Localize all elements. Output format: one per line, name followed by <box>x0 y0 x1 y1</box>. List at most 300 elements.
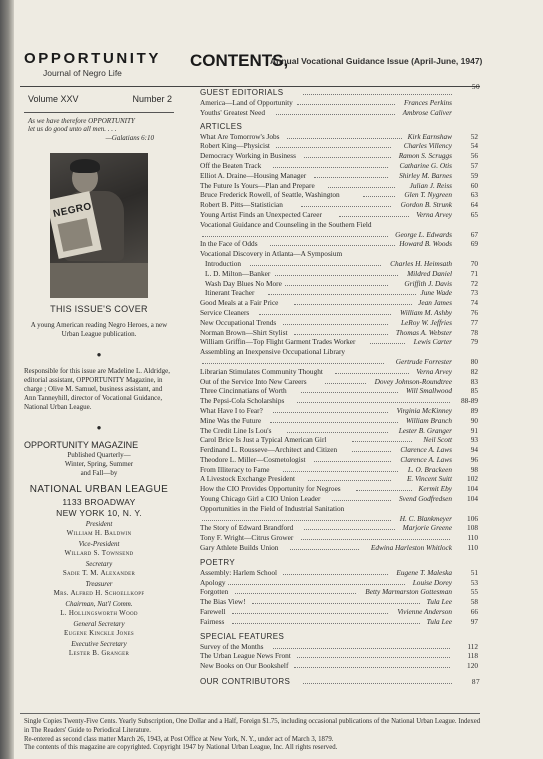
toc-entry[interactable] <box>200 367 480 377</box>
leader-dots <box>235 593 356 594</box>
toc-entry-title: Out of the Service Into New Careers <box>200 376 307 386</box>
leader-dots <box>273 648 450 649</box>
toc-entry[interactable] <box>200 337 480 347</box>
toc-entry-title: Assembly: Harlem School <box>200 567 278 577</box>
toc-entry-title: Service Cleaners <box>200 307 250 317</box>
toc-entry-page: 73 <box>470 288 478 298</box>
toc-entry-page: 66 <box>470 607 478 617</box>
toc-entry-title: Introduction <box>205 258 242 268</box>
leader-dots <box>275 275 399 276</box>
toc-entry-author: Lewis Carter <box>413 337 452 347</box>
cover-photo <box>50 153 148 298</box>
toc-entry-title: America—Land of Opportunity <box>200 98 293 107</box>
toc-entry-page: 79 <box>470 337 478 347</box>
officer-role: Executive Secretary <box>71 639 127 648</box>
toc-entry-title: Ferdinand L. Rousseve—Architect and Citizen <box>200 445 338 455</box>
toc-entry-page: 59 <box>470 170 478 180</box>
toc-entry-author: Thomas A. Webster <box>395 327 452 337</box>
toc-entry-page: 54 <box>470 141 478 151</box>
toc-entry[interactable] <box>200 190 480 200</box>
toc-entry-title: How the CIO Provides Opportunity for Negroes <box>200 484 341 494</box>
officer-role: President <box>85 520 113 529</box>
leader-dots <box>202 236 388 237</box>
toc-entry-title: The Story of Edward Brandford <box>200 523 294 533</box>
leader-dots <box>252 603 419 604</box>
toc-entry-title: Apology <box>200 577 226 587</box>
toc-entry[interactable] <box>200 259 480 269</box>
toc-entry-title: New Occupational Trends <box>200 317 277 327</box>
leader-dots <box>287 138 402 139</box>
toc-entry-title: Young Artist Finds an Unexpected Career <box>200 209 322 219</box>
table-of-contents <box>200 82 480 687</box>
toc-entry-title: Carol Brice Is Just a Typical American Girl <box>200 435 327 445</box>
leader-dots <box>232 623 420 624</box>
toc-entry-page: 67 <box>470 229 478 239</box>
toc-entry-author: Louise Dorey <box>412 577 452 587</box>
toc-entry[interactable] <box>200 607 480 617</box>
toc-entry-author: H. C. Blankmeyer <box>399 513 452 523</box>
toc-entry[interactable] <box>200 98 480 108</box>
toc-entry-page: 85 <box>470 386 478 396</box>
toc-entry[interactable] <box>200 406 480 416</box>
section-heading <box>200 632 480 642</box>
toc-entry-title: Bruce Frederick Rowell, of Seattle, Washington <box>200 190 340 200</box>
toc-entry[interactable] <box>200 543 480 553</box>
leader-dots <box>297 104 395 105</box>
toc-entry-title: A Livestock Exchange President <box>200 474 296 484</box>
section-heading <box>200 122 480 132</box>
toc-entry-author: Howard B. Woods <box>399 239 452 249</box>
header-rule <box>20 86 480 87</box>
photo-magazine-image <box>58 219 93 253</box>
toc-entry-page: 74 <box>470 298 478 308</box>
toc-entry-page: 104 <box>467 484 478 494</box>
volume-label: Volume XXV <box>28 94 79 104</box>
leader-dots <box>287 432 388 433</box>
toc-entry-title: From Illiteracy to Fame <box>200 464 270 474</box>
toc-entry[interactable] <box>200 445 480 455</box>
toc-entry-author: Gertrude Forrester <box>395 356 452 366</box>
cover-caption: A young American reading Negro Heroes, a new Urban League publication. <box>30 320 168 338</box>
contents-title: CONTENTS, <box>190 51 289 70</box>
toc-entry-author: Clarence A. Laws <box>400 454 452 464</box>
toc-entry-author: Vivienne Anderson <box>397 607 452 617</box>
toc-entry-title: Gary Athlete Builds Union <box>200 543 279 553</box>
toc-entry-author: George L. Edwards <box>395 229 452 239</box>
toc-entry[interactable] <box>200 318 480 328</box>
toc-entry-author: Shirley M. Barnes <box>399 170 452 180</box>
officer-name: Mrs. Alfred H. Schoellkopf <box>53 589 145 598</box>
toc-entry-author: Dovey Johnson-Roundtree <box>374 376 452 386</box>
toc-entry[interactable] <box>200 357 480 367</box>
officer-role: Vice-President <box>78 540 120 549</box>
toc-entry-author: William Branch <box>405 415 452 425</box>
section-page-number: 87 <box>471 677 480 687</box>
toc-entry[interactable] <box>200 426 480 436</box>
leader-dots <box>304 157 391 158</box>
officer-role: Treasurer <box>85 580 113 589</box>
toc-entry[interactable] <box>200 171 480 181</box>
toc-entry[interactable] <box>200 151 480 161</box>
toc-entry-page: 60 <box>470 180 478 190</box>
toc-entry[interactable] <box>200 200 480 210</box>
toc-entry[interactable] <box>200 474 480 484</box>
toc-entry[interactable] <box>200 181 480 191</box>
motto-line-1: As we have therefore OPPORTUNITY <box>28 116 135 125</box>
toc-entry[interactable] <box>200 220 480 230</box>
toc-entry[interactable] <box>200 617 480 627</box>
toc-entry-author: Frances Perkins <box>403 98 452 107</box>
leader-dots <box>202 363 384 364</box>
toc-entry-page: 104 <box>467 494 478 504</box>
officer-role: Secretary <box>85 560 113 569</box>
toc-entry-title: Off the Beaten Track <box>200 160 262 170</box>
toc-entry-author: Neil Scott <box>423 435 452 445</box>
toc-entry-page: 90 <box>470 415 478 425</box>
leader-dots <box>283 324 387 325</box>
toc-entry-title: The Credit Line Is Lou's <box>200 425 272 435</box>
leader-dots <box>303 94 452 95</box>
toc-entry-page: 110 <box>467 543 478 553</box>
toc-entry[interactable] <box>200 308 480 318</box>
toc-entry-page: 53 <box>470 577 478 587</box>
toc-entry-page: 93 <box>470 435 478 445</box>
toc-entry-author: Ramon S. Scruggs <box>398 151 452 161</box>
toc-entry-author: Griffith J. Davis <box>404 278 452 288</box>
toc-entry-title: Farewell <box>200 607 226 617</box>
toc-entry-author: William M. Ashby <box>400 307 452 317</box>
toc-entry-page: 56 <box>470 151 478 161</box>
officer-name: William H. Baldwin <box>66 529 132 538</box>
motto-reference: —Galatians 6:10 <box>105 134 154 143</box>
leader-dots <box>283 471 398 472</box>
toc-entry[interactable] <box>200 377 480 387</box>
photo-lap <box>50 263 148 298</box>
leader-dots <box>250 265 380 266</box>
toc-entry-title: Elliot A. Draine—Housing Manager <box>200 170 307 180</box>
toc-entry-title: Three Cincinnatians of Worth <box>200 386 287 396</box>
section-heading-label: SPECIAL FEATURES <box>200 631 285 641</box>
toc-entry-title: Robert B. Pitts—Statistician <box>200 200 283 210</box>
leader-dots <box>270 422 399 423</box>
toc-entry-title: In the Face of Odds <box>200 239 258 249</box>
section-heading-label: GUEST EDITORIALS <box>200 88 284 97</box>
officer-name: Eugene Kinckle Jones <box>64 628 134 637</box>
toc-entry[interactable] <box>200 514 480 524</box>
toc-entry-author: LeRoy W. Jeffries <box>401 317 452 327</box>
leader-dots <box>276 114 394 115</box>
leader-dots <box>294 667 450 668</box>
leader-dots <box>273 412 388 413</box>
officer-name: Sadie T. M. Alexander <box>62 569 136 578</box>
leader-dots <box>276 147 391 148</box>
leader-dots <box>314 177 387 178</box>
toc-entry-title: Democracy Working in Business <box>200 151 296 161</box>
toc-entry-page: 69 <box>470 239 478 249</box>
toc-entry-author: Will Smallwood <box>405 386 452 396</box>
toc-entry-author: Charles H. Heimsath <box>390 258 452 268</box>
officer-name: L. Hollingsworth Wood <box>60 609 138 618</box>
footer-rule <box>20 713 480 714</box>
toc-entry-page: 64 <box>470 200 478 210</box>
toc-entry-author: Verna Arvey <box>416 209 452 219</box>
toc-entry-title: Norman Brown—Shirt Stylist <box>200 327 288 337</box>
toc-entry[interactable] <box>200 328 480 338</box>
toc-entry-author: Tula Lee <box>426 616 452 626</box>
photo-magazine-word: NEGRO <box>52 201 93 221</box>
section-heading <box>200 677 480 687</box>
toc-entry-page: 102 <box>467 474 478 484</box>
toc-entry-page: 78 <box>470 327 478 337</box>
volume-rule <box>24 112 174 113</box>
toc-entry-author: L. O. Brackeen <box>407 464 452 474</box>
toc-entry[interactable] <box>200 161 480 171</box>
toc-entry[interactable] <box>200 249 480 259</box>
league-address-1: 1133 BROADWAY <box>62 496 136 507</box>
leader-dots <box>268 294 416 295</box>
toc-entry-page: 118 <box>467 651 478 661</box>
leader-dots <box>314 461 391 462</box>
toc-entry-page: 97 <box>470 616 478 626</box>
league-address-2: NEW YORK 10, N. Y. <box>56 507 142 518</box>
footer-line-1: Single Copies Twenty-Five Cents. Yearly Subscription, One Dollar and a Half, Foreign $1.75, including occasional publications of the National Urban League. Indexed in The Readers' Guide to Periodical Literature. <box>24 718 481 734</box>
toc-entry[interactable] <box>200 108 480 118</box>
section-heading-label: POETRY <box>200 557 236 567</box>
toc-entry[interactable] <box>200 642 480 652</box>
toc-entry-author: Clarence A. Laws <box>400 445 452 455</box>
toc-entry[interactable] <box>200 396 480 406</box>
toc-entry-author: Jean James <box>418 298 452 308</box>
toc-entry-title: Tony F. Wright—Citrus Grower <box>200 533 294 543</box>
toc-entry[interactable] <box>200 298 480 308</box>
leader-dots <box>285 285 388 286</box>
toc-entry-title: Mine Was the Future <box>200 415 262 425</box>
toc-entry[interactable] <box>200 523 480 533</box>
leader-dots <box>352 451 391 452</box>
toc-entry[interactable] <box>200 239 480 249</box>
toc-entry-title: Theodore L. Miller—Cosmetologist <box>200 454 306 464</box>
toc-entry[interactable] <box>200 386 480 396</box>
toc-entry-title: Vocational Guidance and Counseling in the Southern Field <box>200 219 372 229</box>
toc-entry-page: 106 <box>467 513 478 523</box>
toc-entry-page: 57 <box>470 160 478 170</box>
toc-entry-title: Robert King—Physicist <box>200 141 270 151</box>
toc-entry-page: 51 <box>470 567 478 577</box>
leader-dots <box>356 490 413 491</box>
sidebar <box>24 90 174 658</box>
toc-entry-title: L. D. Milton—Banker <box>205 268 271 278</box>
section-heading <box>200 558 480 568</box>
leader-dots <box>232 613 388 614</box>
toc-entry-title: The Urban League News Front <box>200 651 291 661</box>
toc-entry-title: Vocational Discovery in Atlanta—A Symposium <box>200 249 343 259</box>
toc-entry-title: Good Meals at a Fair Price <box>200 298 279 308</box>
toc-entry-author: Tula Lee <box>426 597 452 607</box>
photo-hair <box>70 159 100 173</box>
toc-entry-author: Gordon B. Strunk <box>400 200 452 210</box>
motto-line-2: let us do good unto all men. . . . <box>28 125 117 134</box>
toc-entry-title: Itinerant Teacher <box>205 288 255 298</box>
leader-dots <box>301 206 392 207</box>
leader-dots <box>202 520 391 521</box>
leader-dots <box>259 314 391 315</box>
toc-entry-title: Fairness <box>200 616 225 626</box>
toc-entry[interactable] <box>200 435 480 445</box>
leader-dots <box>297 402 450 403</box>
toc-entry-author: Julian J. Reiss <box>409 180 452 190</box>
toc-entry-title: Forgotten <box>200 587 229 597</box>
leader-dots <box>228 584 405 585</box>
toc-entry-page: 108 <box>467 523 478 533</box>
toc-entry-page: 80 <box>470 356 478 366</box>
toc-entry-page: 82 <box>470 366 478 376</box>
toc-entry[interactable] <box>200 597 480 607</box>
toc-entry[interactable] <box>200 578 480 588</box>
toc-entry-author: Ambrose Caliver <box>402 107 452 117</box>
officer-name: Willard S. Townsend <box>64 549 134 558</box>
toc-entry-author: Eugene T. Maleska <box>396 567 452 577</box>
toc-entry[interactable] <box>200 210 480 220</box>
toc-entry-title: Wash Day Blues No More <box>205 278 282 288</box>
contents-issue: Annual Vocational Guidance Issue (April-June, 1947) <box>270 56 483 66</box>
leader-dots <box>294 334 388 335</box>
leader-dots <box>283 574 387 575</box>
toc-entry-title: Assembling an Inexpensive Occupational Library <box>200 347 346 357</box>
toc-entry-page: 110 <box>467 533 478 543</box>
magazine-line-3: and Fall—by <box>80 468 118 477</box>
leader-dots <box>297 657 450 658</box>
toc-entry-title: Young Chicago Girl a CIO Union Leader <box>200 494 321 504</box>
toc-entry-author: Kermit Eby <box>418 484 452 494</box>
cover-heading: THIS ISSUE'S COVER <box>50 304 148 315</box>
officer-role: Chairman, Nat'l Comm. <box>65 600 133 609</box>
leader-dots <box>270 245 395 246</box>
toc-entry-page: 98 <box>470 464 478 474</box>
masthead <box>24 50 159 78</box>
toc-entry-author: Betty Marmarston Gottesman <box>365 587 452 597</box>
leader-dots <box>352 441 412 442</box>
toc-entry-page: 94 <box>470 445 478 455</box>
leader-dots <box>325 383 367 384</box>
toc-entry[interactable] <box>200 288 480 298</box>
section-heading-label: OUR CONTRIBUTORS <box>200 677 291 687</box>
toc-entry[interactable] <box>200 416 480 426</box>
leader-dots <box>332 500 392 501</box>
toc-entry-author: Marjorie Greene <box>402 523 452 533</box>
toc-entry-title: Survey of the Months <box>200 641 264 651</box>
toc-entry-page: 96 <box>470 454 478 464</box>
toc-entry-title: The Future Is Yours—Plan and Prepare <box>200 180 315 190</box>
leader-dots <box>273 167 388 168</box>
toc-entry-title: Youths' Greatest Need <box>200 107 266 117</box>
toc-entry-page: 55 <box>470 587 478 597</box>
toc-entry-page: 52 <box>470 131 478 141</box>
toc-entry-page: 112 <box>467 641 478 651</box>
officers-list <box>24 520 174 657</box>
toc-entry-author: Verna Arvey <box>416 366 452 376</box>
toc-entry-author: Kirk Earnshaw <box>407 131 452 141</box>
leader-dots <box>301 539 450 540</box>
toc-entry[interactable] <box>200 494 480 504</box>
toc-entry-page: 63 <box>470 190 478 200</box>
leader-dots <box>363 196 395 197</box>
toc-entry[interactable] <box>200 465 480 475</box>
toc-entry-page: 76 <box>470 307 478 317</box>
toc-entry[interactable] <box>200 347 480 357</box>
toc-entry-page: 88-89 <box>460 396 478 406</box>
toc-entry-author: Glen T. Nygreen <box>404 190 452 200</box>
leader-dots <box>303 683 452 684</box>
leader-dots <box>335 373 409 374</box>
divider-dot: ● <box>96 422 102 432</box>
toc-entry[interactable] <box>200 587 480 597</box>
toc-entry-author: Edwina Harleston Whitlock <box>370 543 452 553</box>
toc-entry-page: 89 <box>470 405 478 415</box>
leader-dots <box>370 343 406 344</box>
leader-dots <box>294 304 413 305</box>
toc-entry-author: June Wade <box>420 288 452 298</box>
toc-entry[interactable] <box>200 651 480 661</box>
toc-entry-author: Catharine G. Otis <box>399 160 452 170</box>
toc-entry[interactable] <box>200 455 480 465</box>
binding-spine <box>0 0 14 759</box>
toc-entry-title: Librarian Stimulates Community Thought <box>200 366 323 376</box>
toc-entry-title: The Pepsi-Cola Scholarships <box>200 396 285 406</box>
leader-dots <box>339 216 409 217</box>
officer-role: General Secretary <box>73 620 125 629</box>
toc-entry-page: 91 <box>470 425 478 435</box>
toc-entry-page: 65 <box>470 209 478 219</box>
toc-entry-author: Charles Villency <box>403 141 452 151</box>
toc-entry-author: Mildred Daniel <box>407 268 452 278</box>
toc-entry-page: 70 <box>470 258 478 268</box>
toc-entry-title: New Books on Our Bookshelf <box>200 661 289 671</box>
magazine-line-1: Published Quarterly— <box>67 451 131 460</box>
toc-entry[interactable] <box>200 141 480 151</box>
toc-entry[interactable] <box>200 504 480 514</box>
toc-entry[interactable] <box>200 132 480 142</box>
toc-entry-title: What Are Tomorrow's Jobs <box>200 131 280 141</box>
toc-entry-page: 72 <box>470 278 478 288</box>
toc-entry[interactable] <box>200 661 480 671</box>
masthead-title: OPPORTUNITY <box>24 50 161 67</box>
toc-entry-page: 83 <box>470 376 478 386</box>
toc-entry-title: Opportunities in the Field of Industrial Sanitation <box>200 503 345 513</box>
leader-dots <box>304 529 395 530</box>
toc-entry-page: 120 <box>467 661 478 671</box>
toc-entry-page: 58 <box>470 597 478 607</box>
toc-entry[interactable] <box>200 484 480 494</box>
toc-entry-title: William Griffin—Top Flight Garment Trades Worker <box>200 337 356 347</box>
toc-entry-page: 77 <box>470 317 478 327</box>
magazine-title: OPPORTUNITY MAGAZINE <box>24 439 139 450</box>
toc-entry[interactable] <box>200 568 480 578</box>
toc-entry-page: 71 <box>470 268 478 278</box>
toc-entry[interactable] <box>200 269 480 279</box>
leader-dots <box>328 187 395 188</box>
masthead-subtitle: Journal of Negro Life <box>43 68 122 78</box>
footer <box>24 718 484 753</box>
toc-entry-title: What Have I to Fear? <box>200 405 263 415</box>
toc-entry[interactable] <box>200 279 480 289</box>
officer-name: Lester B. Granger <box>68 648 130 657</box>
section-page-number: 50 <box>471 82 480 91</box>
section-heading-label: ARTICLES <box>200 121 243 131</box>
toc-entry[interactable] <box>200 533 480 543</box>
footer-line-2: Re-entered as second class matter March 26, 1943, at Post Office at New York, N. Y., under act of March 3, 1879. <box>24 735 334 743</box>
toc-entry-author: E. Vincent Suitt <box>406 474 452 484</box>
toc-entry[interactable] <box>200 230 480 240</box>
